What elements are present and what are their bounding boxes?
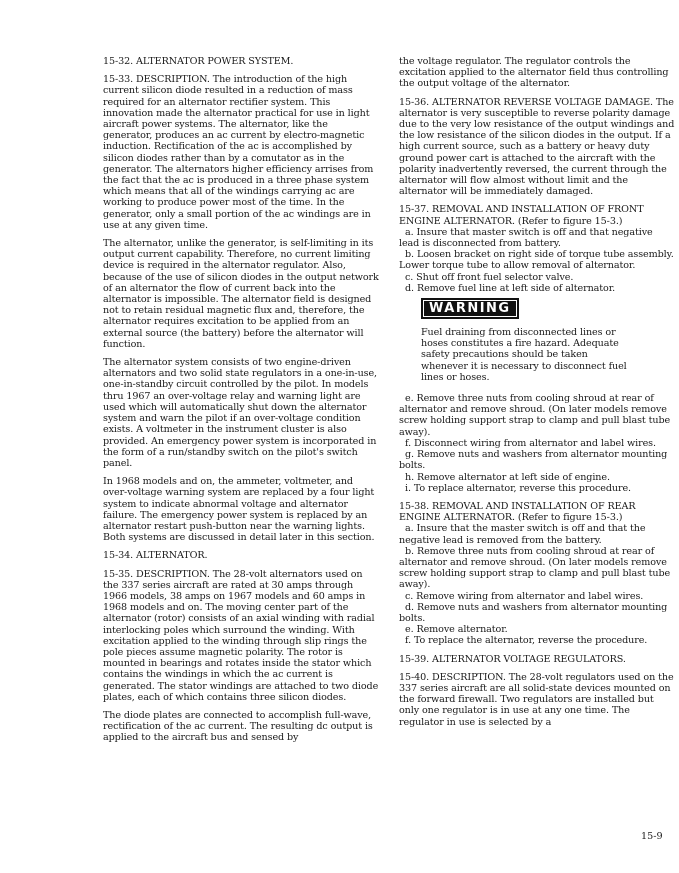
section-15-32-heading: 15-32. ALTERNATOR POWER SYSTEM. — [103, 56, 294, 67]
step-f: f. Disconnect wiring from alternator and label wires. — [405, 437, 656, 449]
section-15-40-paragraph: 15-40. DESCRIPTION. The 28-volt regulators used on the 337 series aircraft are all solid-state devices mounted on the forward firewall. Two regulators are installed but only one regulator is in use at any one time. The regulator in use is selected by a — [399, 671, 674, 728]
step-i: i. To replace alternator, reverse this procedure. — [405, 482, 631, 494]
section-15-33-paragraph-4: In 1968 models and on, the ammeter, voltmeter, and over-voltage warning system are replaced by a four light system to indicate abnormal voltage and alternator failure. The emergency power system is replaced by an alternator restart push-button near the warning lights. Both systems are discussed in detail later in this section. — [103, 476, 375, 544]
step-a: a. Insure that the master switch is off and that the negative lead is removed from the battery. — [399, 523, 646, 546]
step-g: g. Remove nuts and washers from alternator mounting bolts. — [399, 449, 668, 472]
step-f: f. To replace the alternator, reverse the procedure. — [405, 635, 648, 647]
section-15-33-paragraph-2: The alternator, unlike the generator, is self-limiting in its output current capability. Therefore, no current limiting device is required in the alternator regulator. Also, because of the use of silicon diodes in the output network of an alternator the flow of current back into the alternator is impossible. The alternator field is designed not to retain residual magnetic flux and, therefore, the alternator requires excitation to be applied from an external source (the battery) before the alternator will function. — [103, 238, 379, 350]
section-15-33-paragraph-1: 15-33. DESCRIPTION. The introduction of the high current silicon diode resulted in a reduction of mass required for an alternator rectifier system. This innovation made the alternator practical for use in light aircraft power systems. The alternator, like the generator, produces an ac current by electro-magnetic induction. Rectification of the ac is accomplished by silicon diodes rather than by a comutator as in the generator. The alternators higher efficiency arrises from the fact that the ac is produced in a three phase system which means that all of the windings carrying ac are working to produce power most of the time. In the generator, only a small portion of the ac windings are in use at any given time. — [103, 74, 374, 231]
step-d: d. Remove nuts and washers from alternator mounting bolts. — [399, 601, 668, 624]
step-c: c. Shut off front fuel selector valve. — [405, 271, 574, 283]
step-a: a. Insure that master switch is off and that negative lead is disconnected from battery. — [399, 226, 653, 250]
step-e: e. Remove alternator. — [405, 624, 508, 636]
step-b: b. Loosen bracket on right side of torque tube assembly. Lower torque tube to allow removal of alternator. — [399, 249, 674, 272]
step-h: h. Remove alternator at left side of engine. — [405, 471, 610, 483]
section-15-37-heading: 15-37. REMOVAL AND INSTALLATION OF FRONT ENGINE ALTERNATOR. (Refer to figure 15-3.) — [399, 204, 644, 227]
step-b: b. Remove three nuts from cooling shroud at rear of alternator and remove shroud. (On later models remove screw holding support strap to clamp and pull blast tube away). — [399, 545, 671, 591]
warning-label: WARNING — [421, 298, 519, 319]
warning-text: Fuel draining from disconnected lines or hoses constitutes a fire hazard. Adequate safety precautions should be taken whenever it is necessary to disconnect fuel lines or hoses. — [421, 327, 627, 383]
step-d: d. Remove fuel line at left side of alternator. — [405, 282, 616, 294]
section-15-33-paragraph-3: The alternator system consists of two engine-driven alternators and two solid state regulators in a one-in-use, one-in-standby circuit controlled by the pilot. In models thru 1967 an over-voltage relay and warning light are used which will automatically shut down the alternator system and warn the pilot if an over-voltage condition exists. A voltmeter in the instrument cluster is also provided. An emergency power system is incorporated in the form of a run/standby switch on the pilot's switch panel. — [103, 357, 378, 469]
section-15-35-continuation: the voltage regulator. The regulator controls the excitation applied to the alternator field thus controlling the output voltage of the alternator. — [399, 56, 669, 90]
step-e: e. Remove three nuts from cooling shroud at rear of alternator and remove shroud. (On later models remove screw holding support strap to clamp and pull blast tube away). — [399, 393, 671, 438]
section-15-37-continued-steps — [399, 393, 675, 494]
section-15-34-heading: 15-34. ALTERNATOR. — [103, 550, 208, 562]
right-column — [399, 56, 675, 735]
section-15-38-heading: 15-38. REMOVAL AND INSTALLATION OF REAR ENGINE ALTERNATOR. (Refer to figure 15-3.) — [399, 500, 636, 524]
section-15-35-paragraph-2: The diode plates are connected to accomplish full-wave, rectification of the ac current. The resulting dc output is applied to the aircraft bus and sensed by — [103, 709, 373, 744]
section-15-37 — [399, 204, 675, 294]
section-15-36-paragraph: 15-36. ALTERNATOR REVERSE VOLTAGE DAMAGE. The alternator is very susceptible to reverse polarity damage due to the very low resistance of the output windings and the low resistance of the silicon diodes in the output. If a high current source, such as a battery or heavy duty ground power cart is attached to the aircraft with the polarity inadvertently reversed, the current through the alternator will flow almost without limit and the alternator will be immediately damaged. — [399, 96, 675, 198]
section-15-35-paragraph-1: 15-35. DESCRIPTION. The 28-volt alternators used on the 337 series aircraft are rated at 30 amps through 1966 models, 38 amps on 1967 models and 60 amps in 1968 models and on. The moving center part of the alternator (rotor) consists of an axial winding with radial interlocking poles which surround the winding. With excitation applied to the winding through slip rings the pole pieces assume magnetic polarity. The rotor is mounted in bearings and rotates inside the stator which contains the windings in which the ac current is generated. The stator windings are attached to two diode plates, each of which contains three silicon diodes. — [103, 568, 379, 703]
section-15-38 — [399, 501, 675, 647]
step-c: c. Remove wiring from alternator and label wires. — [405, 590, 644, 602]
section-15-39-heading: 15-39. ALTERNATOR VOLTAGE REGULATORS. — [399, 653, 626, 665]
left-column — [103, 56, 379, 751]
page-number: 15-9 — [641, 831, 663, 842]
warning-callout — [421, 298, 675, 319]
